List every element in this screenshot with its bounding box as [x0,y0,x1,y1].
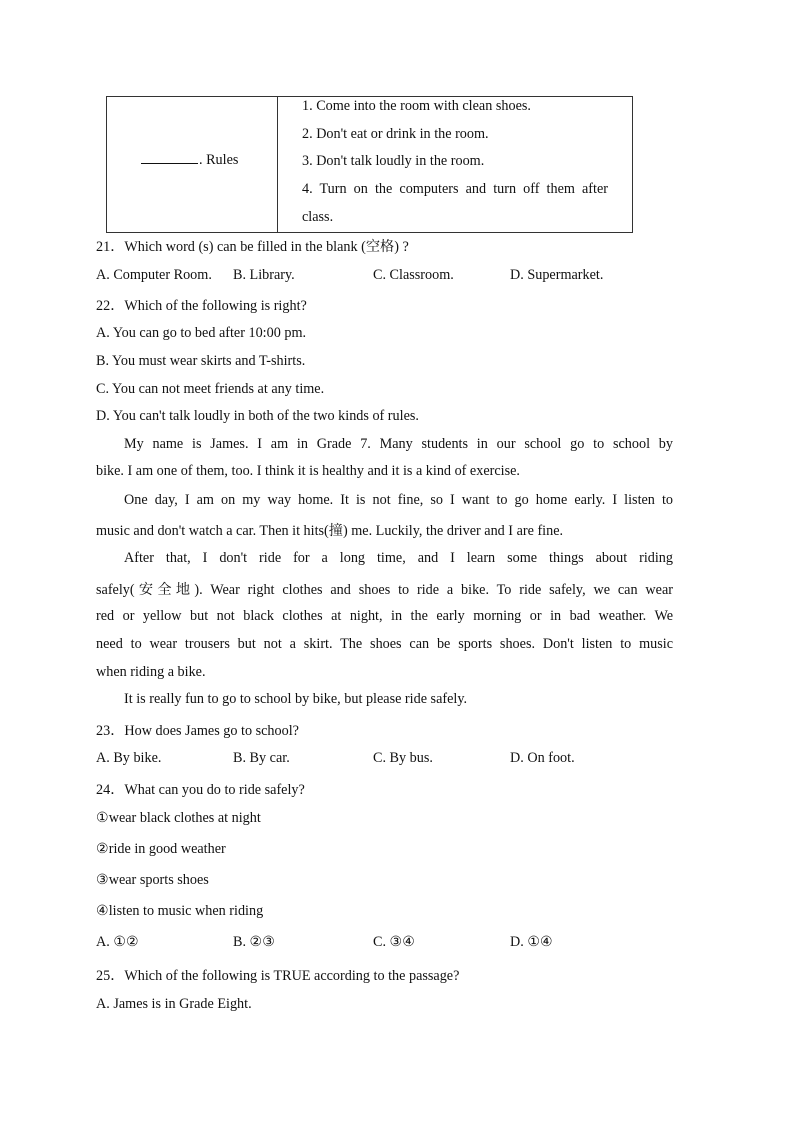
passage-line: red or yellow but not black clothes at night, in the early morning or in bad weather. We [96,608,673,624]
q21-option-a: A. Computer Room. [96,267,212,283]
rules-list-cell [278,97,632,232]
passage-line: After that, I don't ride for a long time, and I learn some things about riding [124,550,673,566]
rule-item: 1. Come into the room with clean shoes. [302,98,531,114]
fill-blank [141,153,198,164]
rule-item: 4. Turn on the computers and turn off them after [302,181,608,197]
q24-option-c: C. ③④ [373,934,415,950]
q21-option-c: C. Classroom. [373,267,454,283]
q25-option-a: A. James is in Grade Eight. [96,996,252,1012]
question-25-stem: 25．Which of the following is TRUE according to the passage? [96,968,460,984]
passage-line: when riding a bike. [96,664,206,680]
passage-line: One day, I am on my way home. It is not fine, so I want to go home early. I listen to [124,492,673,508]
rule-item: 3. Don't talk loudly in the room. [302,153,485,169]
q23-option-c: C. By bus. [373,750,433,766]
q22-option-d: D. You can't talk loudly in both of the two kinds of rules. [96,408,419,424]
q24-option-b: B. ②③ [233,934,275,950]
q24-option-d: D. ①④ [510,934,553,950]
q24-item-1: ①wear black clothes at night [96,810,261,826]
q23-option-d: D. On foot. [510,750,575,766]
q22-option-a: A. You can go to bed after 10:00 pm. [96,325,307,341]
q21-option-b: B. Library. [233,267,295,283]
q21-option-d: D. Supermarket. [510,267,604,283]
question-21-stem: 21．Which word (s) can be filled in the blank (空格) ? [96,239,409,255]
passage-line: need to wear trousers but not a skirt. The shoes can be sports shoes. Don't listen to music [96,636,673,652]
rules-name-cell [107,97,278,232]
rules-name: . Rules [141,152,238,169]
question-22-stem: 22．Which of the following is right? [96,298,307,314]
q23-option-a: A. By bike. [96,750,162,766]
rule-item-continuation: class. [302,209,334,225]
question-24-stem: 24．What can you do to ride safely? [96,782,305,798]
q22-option-c: C. You can not meet friends at any time. [96,381,325,397]
q24-item-2: ②ride in good weather [96,841,226,857]
passage-line: bike. I am one of them, too. I think it is healthy and it is a kind of exercise. [96,463,520,479]
rule-item: 2. Don't eat or drink in the room. [302,126,489,142]
question-23-stem: 23．How does James go to school? [96,723,299,739]
q23-option-b: B. By car. [233,750,290,766]
passage-line: music and don't watch a car. Then it hits(撞) me. Luckily, the driver and I are fine. [96,523,564,539]
rules-table [106,96,633,233]
passage-line: My name is James. I am in Grade 7. Many students in our school go to school by [124,436,673,452]
q24-item-3: ③wear sports shoes [96,872,209,888]
passage-line: safely(安全地). Wear right clothes and shoes to ride a bike. To ride safely, we can wear [96,582,673,598]
passage-line: It is really fun to go to school by bike, but please ride safely. [124,691,468,707]
q22-option-b: B. You must wear skirts and T-shirts. [96,353,306,369]
q24-option-a: A. ①② [96,934,139,950]
q24-item-4: ④listen to music when riding [96,903,264,919]
